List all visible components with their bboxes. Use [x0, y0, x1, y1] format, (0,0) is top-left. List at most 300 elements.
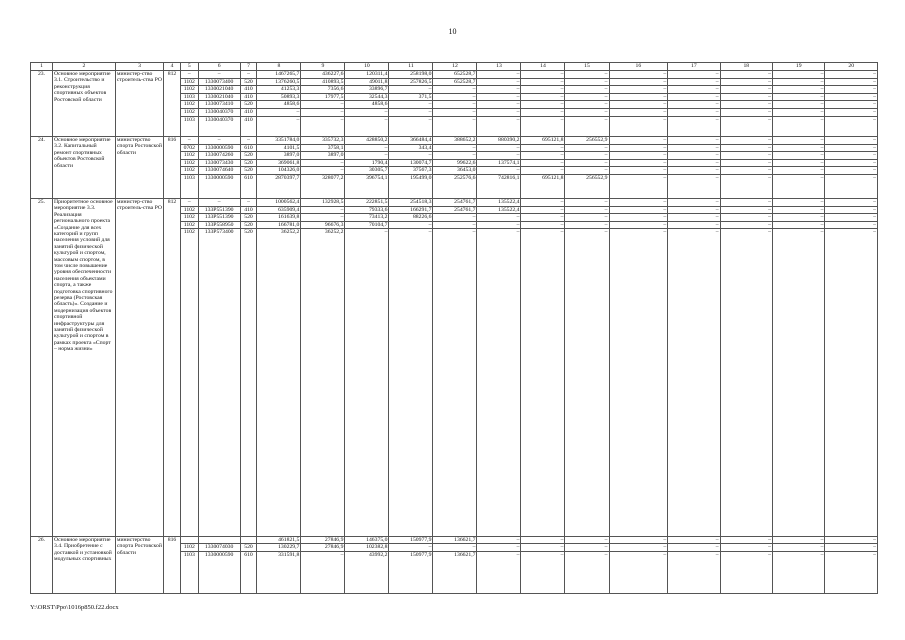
row-number: 26.	[31, 536, 53, 593]
funding-amount: 335732,3	[301, 136, 345, 144]
expense-type-code: 410	[240, 116, 257, 136]
funding-amount: –	[345, 108, 389, 116]
funding-amount: 136621,7	[433, 552, 477, 594]
section-code: 1103	[180, 116, 198, 136]
funding-amount: 369061,8	[257, 159, 301, 167]
funding-amount: –	[565, 152, 609, 160]
funding-amount: –	[720, 206, 772, 214]
funding-amount: –	[720, 116, 772, 136]
funding-amount: –	[433, 214, 477, 222]
expense-type-code: 520	[240, 152, 257, 160]
funding-amount: 328077,2	[301, 174, 345, 198]
funding-amount: –	[521, 198, 565, 206]
funding-amount: 343,4	[389, 144, 433, 152]
section-code: 0702	[180, 144, 198, 152]
funding-amount: –	[720, 214, 772, 222]
table-row	[31, 71, 878, 79]
funding-amount: 331591,8	[257, 552, 301, 594]
funding-amount: –	[825, 229, 878, 537]
section-code: 1102	[180, 167, 198, 175]
funding-amount: 150977,9	[389, 552, 433, 594]
funding-amount: 136621,7	[433, 536, 477, 544]
row-number: 24.	[31, 136, 53, 198]
funding-amount: –	[521, 229, 565, 537]
funding-amount: –	[668, 144, 720, 152]
funding-amount: 256552,9	[565, 174, 609, 198]
column-number: 14	[521, 63, 565, 71]
funding-amount: 70104,7	[345, 221, 389, 229]
funding-amount: 2870397,7	[257, 174, 301, 198]
funding-amount: –	[301, 552, 345, 594]
funding-amount: –	[257, 108, 301, 116]
funding-amount: –	[609, 86, 668, 94]
funding-amount: –	[345, 116, 389, 136]
funding-amount: 150977,9	[389, 536, 433, 544]
funding-amount: –	[521, 159, 565, 167]
funding-amount: 96676,3	[301, 221, 345, 229]
funding-amount: 252576,6	[433, 174, 477, 198]
column-number: 18	[720, 63, 772, 71]
funding-amount: 146375,0	[345, 536, 389, 544]
funding-amount: –	[668, 78, 720, 86]
funding-amount: –	[773, 108, 825, 116]
activity-description: Основное мероприятие 3.1. Строительство и реконструкция спортивных объектов Ростовской области	[53, 71, 116, 137]
funding-amount: –	[720, 221, 772, 229]
funding-amount: –	[521, 536, 565, 544]
funding-amount: 254518,3	[389, 198, 433, 206]
funding-amount: 3897,0	[301, 152, 345, 160]
target-article-code: 1330040370	[198, 108, 240, 116]
column-number: 10	[345, 63, 389, 71]
ministry-code: 812	[164, 71, 181, 137]
responsible-executor: министер-ство строитель-ства РО	[115, 71, 163, 137]
funding-amount: 88226,6	[389, 214, 433, 222]
target-article-code: –	[198, 136, 240, 144]
funding-amount: –	[825, 221, 878, 229]
funding-amount: –	[565, 93, 609, 101]
funding-amount: –	[825, 536, 878, 544]
funding-amount: 30305,7	[345, 167, 389, 175]
column-number: 5	[180, 63, 198, 71]
funding-amount: –	[668, 552, 720, 594]
funding-amount: –	[389, 221, 433, 229]
funding-amount: 132928,5	[301, 198, 345, 206]
funding-amount: –	[565, 544, 609, 552]
funding-amount: –	[668, 86, 720, 94]
funding-amount: –	[565, 552, 609, 594]
expense-type-code: –	[240, 71, 257, 79]
funding-amount: –	[720, 108, 772, 116]
funding-amount: 135522,4	[477, 206, 521, 214]
funding-amount: 79333,6	[345, 206, 389, 214]
funding-amount: 195499,0	[389, 174, 433, 198]
funding-amount: –	[433, 101, 477, 109]
target-article-code: 1330021040	[198, 86, 240, 94]
funding-amount: –	[521, 116, 565, 136]
section-code: 1102	[180, 86, 198, 94]
funding-amount: –	[565, 198, 609, 206]
funding-amount: –	[825, 552, 878, 594]
funding-amount: –	[477, 116, 521, 136]
funding-amount: –	[773, 167, 825, 175]
funding-amount: –	[565, 71, 609, 79]
funding-amount: 742816,1	[477, 174, 521, 198]
funding-amount: 130074,7	[389, 159, 433, 167]
funding-amount: 652528,7	[433, 71, 477, 79]
funding-amount: 43992,2	[345, 552, 389, 594]
expense-type-code: 610	[240, 552, 257, 594]
funding-amount: –	[720, 536, 772, 544]
funding-amount: –	[720, 174, 772, 198]
expense-type-code: 520	[240, 221, 257, 229]
funding-amount: –	[521, 108, 565, 116]
funding-amount: –	[521, 93, 565, 101]
funding-amount: –	[825, 78, 878, 86]
funding-amount: –	[565, 116, 609, 136]
section-code: 1102	[180, 152, 198, 160]
funding-amount: –	[521, 78, 565, 86]
section-code: 1102	[180, 229, 198, 537]
funding-amount: 257826,5	[389, 78, 433, 86]
responsible-executor: министерство спорта Ростовской области	[115, 536, 163, 593]
funding-amount: 635909,4	[257, 206, 301, 214]
section-code: 1102	[180, 214, 198, 222]
target-article-code: 133P573400	[198, 229, 240, 537]
funding-amount: –	[825, 159, 878, 167]
expense-type-code: 520	[240, 229, 257, 537]
funding-amount: 27846,9	[301, 544, 345, 552]
funding-amount: –	[720, 167, 772, 175]
section-code: 1102	[180, 101, 198, 109]
funding-amount: 135522,4	[477, 198, 521, 206]
funding-amount: –	[773, 198, 825, 206]
expense-type-code: 610	[240, 174, 257, 198]
funding-amount: –	[565, 536, 609, 544]
funding-amount: –	[301, 116, 345, 136]
funding-amount: –	[668, 206, 720, 214]
funding-amount: –	[825, 108, 878, 116]
funding-amount: 36453,0	[433, 167, 477, 175]
funding-amount: 50893,3	[257, 93, 301, 101]
funding-amount: –	[773, 229, 825, 537]
funding-amount: –	[345, 229, 389, 537]
funding-amount: –	[521, 552, 565, 594]
funding-amount: –	[773, 71, 825, 79]
funding-amount: –	[825, 167, 878, 175]
activity-description: Основное мероприятие 3.2. Капитальный ремонт спортивных объектов Ростовской области	[53, 136, 116, 198]
funding-amount: –	[609, 174, 668, 198]
funding-amount: –	[720, 93, 772, 101]
funding-amount: 36252,2	[257, 229, 301, 537]
expense-type-code: 410	[240, 206, 257, 214]
funding-amount: –	[433, 152, 477, 160]
funding-amount: 3351784,0	[257, 136, 301, 144]
column-number: 12	[433, 63, 477, 71]
funding-amount: –	[825, 144, 878, 152]
funding-amount: –	[389, 108, 433, 116]
funding-amount: –	[609, 144, 668, 152]
funding-amount: –	[477, 86, 521, 94]
funding-amount: –	[389, 229, 433, 537]
funding-amount: –	[477, 144, 521, 152]
funding-amount: –	[521, 221, 565, 229]
funding-amount: –	[609, 552, 668, 594]
expense-type-code	[240, 536, 257, 544]
funding-amount: –	[609, 198, 668, 206]
funding-amount: –	[609, 229, 668, 537]
funding-amount: 396754,1	[345, 174, 389, 198]
funding-amount: 130229,7	[257, 544, 301, 552]
target-article-code: –	[198, 71, 240, 79]
funding-amount: –	[720, 152, 772, 160]
funding-amount: –	[773, 174, 825, 198]
target-article-code: 1330040370	[198, 116, 240, 136]
funding-amount: –	[521, 544, 565, 552]
funding-amount: –	[477, 152, 521, 160]
column-number-row	[31, 63, 878, 71]
table-row	[31, 536, 878, 544]
funding-amount: –	[668, 536, 720, 544]
funding-amount: –	[825, 86, 878, 94]
funding-amount: 104326,0	[257, 167, 301, 175]
section-code: 1102	[180, 544, 198, 552]
funding-amount: –	[609, 536, 668, 544]
funding-amount: –	[301, 167, 345, 175]
funding-amount: –	[773, 152, 825, 160]
funding-amount: 652528,7	[433, 78, 477, 86]
funding-amount: –	[477, 78, 521, 86]
funding-amount: –	[668, 136, 720, 144]
funding-amount: –	[825, 71, 878, 79]
funding-amount: –	[565, 229, 609, 537]
funding-amount: –	[565, 214, 609, 222]
funding-amount: 880390,2	[477, 136, 521, 144]
target-article-code: 1330073430	[198, 159, 240, 167]
funding-amount: –	[825, 206, 878, 214]
funding-amount: 27846,9	[301, 536, 345, 544]
funding-amount: –	[720, 552, 772, 594]
funding-amount: –	[477, 552, 521, 594]
activity-description: Приоритетное основное мероприятие 3.3. Реализация регионального проекта «Создание для всех категорий и групп населения условий для занятий физической культурой и спортом, массовым спортом, в том числе повышение уровня обеспеченности населения объектами спорта, а также подготовка спортивного резерва (Ростовская область)». Создание и модернизация объектов спортивной инфраструктуры для занятий физической культурой и спортом в рамках проекта «Спорт – норма жизни»	[53, 198, 116, 536]
funding-amount: –	[668, 93, 720, 101]
expense-type-code: 520	[240, 214, 257, 222]
funding-amount: –	[565, 159, 609, 167]
expense-type-code: 520	[240, 101, 257, 109]
funding-amount: –	[609, 214, 668, 222]
funding-amount: –	[668, 101, 720, 109]
funding-amount: 695121,8	[521, 174, 565, 198]
funding-amount: 7356,6	[301, 86, 345, 94]
funding-amount: –	[477, 229, 521, 537]
funding-amount: –	[521, 86, 565, 94]
funding-amount: –	[609, 116, 668, 136]
funding-amount: –	[720, 78, 772, 86]
funding-amount: –	[825, 93, 878, 101]
funding-amount: –	[773, 552, 825, 594]
funding-amount: –	[825, 152, 878, 160]
funding-amount: 254761,7	[433, 206, 477, 214]
target-article-code: 1330000590	[198, 552, 240, 594]
funding-amount: –	[720, 136, 772, 144]
funding-amount: 4101,5	[257, 144, 301, 152]
target-article-code: 1330000590	[198, 144, 240, 152]
funding-amount: 1790,4	[345, 159, 389, 167]
funding-amount: –	[720, 101, 772, 109]
funding-amount: 4858,6	[345, 101, 389, 109]
funding-amount: 1376260,5	[257, 78, 301, 86]
funding-amount: 33896,7	[345, 86, 389, 94]
section-code: 1102	[180, 108, 198, 116]
funding-amount: –	[668, 71, 720, 79]
funding-amount: 388652,2	[433, 136, 477, 144]
funding-amount: –	[301, 108, 345, 116]
funding-amount: –	[609, 93, 668, 101]
funding-amount: –	[668, 108, 720, 116]
funding-amount: –	[773, 78, 825, 86]
funding-amount: –	[477, 214, 521, 222]
funding-amount: –	[609, 159, 668, 167]
funding-amount: –	[389, 86, 433, 94]
funding-amount: –	[433, 144, 477, 152]
funding-amount: –	[825, 214, 878, 222]
funding-amount: 49011,8	[345, 78, 389, 86]
column-number: 15	[565, 63, 609, 71]
expense-type-code: 410	[240, 93, 257, 101]
column-number: 8	[257, 63, 301, 71]
row-number: 23.	[31, 71, 53, 137]
funding-amount: 166291,7	[389, 206, 433, 214]
funding-amount: –	[301, 214, 345, 222]
target-article-code: 1330074030	[198, 544, 240, 552]
funding-amount: 366484,4	[389, 136, 433, 144]
section-code: –	[180, 136, 198, 144]
funding-amount: –	[668, 229, 720, 537]
funding-amount: –	[825, 198, 878, 206]
funding-amount: –	[773, 214, 825, 222]
funding-amount: –	[609, 101, 668, 109]
section-code: 1102	[180, 159, 198, 167]
funding-amount: –	[433, 86, 477, 94]
funding-amount: 37567,3	[389, 167, 433, 175]
column-number: 17	[668, 63, 720, 71]
funding-amount: –	[825, 116, 878, 136]
funding-amount: –	[521, 167, 565, 175]
section-code: –	[180, 198, 198, 206]
funding-amount: –	[477, 108, 521, 116]
funding-amount: –	[565, 221, 609, 229]
target-article-code: 1330021040	[198, 93, 240, 101]
funding-amount: –	[668, 159, 720, 167]
funding-amount: –	[720, 159, 772, 167]
row-number: 25.	[31, 198, 53, 536]
column-number: 7	[240, 63, 257, 71]
funding-amount: –	[389, 116, 433, 136]
funding-amount: –	[609, 167, 668, 175]
funding-amount: –	[825, 174, 878, 198]
target-article-code: 133P558950	[198, 221, 240, 229]
responsible-executor: министер-ство строитель-ства РО	[115, 198, 163, 536]
funding-amount: –	[668, 544, 720, 552]
funding-amount: –	[565, 101, 609, 109]
page-number: 10	[448, 27, 457, 36]
funding-amount: –	[301, 206, 345, 214]
funding-amount: –	[720, 86, 772, 94]
funding-amount: –	[609, 544, 668, 552]
section-code: 1102	[180, 221, 198, 229]
column-number: 3	[115, 63, 163, 71]
funding-amount: –	[720, 229, 772, 537]
target-article-code: 133P551390	[198, 214, 240, 222]
ministry-code: 816	[164, 536, 181, 593]
funding-amount: 41253,3	[257, 86, 301, 94]
funding-amount: 222851,5	[345, 198, 389, 206]
funding-amount: 1000562,4	[257, 198, 301, 206]
funding-amount: –	[773, 93, 825, 101]
funding-amount: –	[773, 206, 825, 214]
funding-amount: –	[668, 174, 720, 198]
expense-type-code: 520	[240, 78, 257, 86]
expense-type-code: 610	[240, 144, 257, 152]
expense-type-code: 520	[240, 544, 257, 552]
expense-type-code: 410	[240, 86, 257, 94]
funding-amount: –	[301, 159, 345, 167]
funding-amount: –	[521, 206, 565, 214]
section-code: –	[180, 71, 198, 79]
funding-amount: –	[565, 78, 609, 86]
funding-amount: –	[668, 116, 720, 136]
funding-amount: 410893,5	[301, 78, 345, 86]
funding-amount: 3758,1	[301, 144, 345, 152]
target-article-code: 133P551390	[198, 206, 240, 214]
ministry-code: 812	[164, 198, 181, 536]
responsible-executor: министерство спорта Ростовской области	[115, 136, 163, 198]
funding-amount: –	[433, 116, 477, 136]
funding-amount: –	[565, 167, 609, 175]
funding-amount: –	[521, 144, 565, 152]
funding-amount: –	[773, 86, 825, 94]
funding-amount: 166781,0	[257, 221, 301, 229]
funding-amount: –	[720, 71, 772, 79]
funding-amount: –	[345, 144, 389, 152]
funding-amount: –	[433, 108, 477, 116]
funding-amount: –	[825, 136, 878, 144]
funding-amount: –	[773, 221, 825, 229]
funding-amount: –	[521, 152, 565, 160]
funding-amount: –	[609, 221, 668, 229]
funding-amount: –	[609, 136, 668, 144]
column-number: 16	[609, 63, 668, 71]
funding-amount: –	[521, 71, 565, 79]
target-article-code: –	[198, 198, 240, 206]
funding-amount: –	[477, 93, 521, 101]
funding-amount: –	[609, 152, 668, 160]
funding-amount: –	[521, 101, 565, 109]
column-number: 6	[198, 63, 240, 71]
funding-amount: 371,5	[389, 93, 433, 101]
funding-amount: –	[433, 229, 477, 537]
target-article-code: 1330074260	[198, 152, 240, 160]
funding-amount: –	[389, 544, 433, 552]
funding-amount: –	[825, 101, 878, 109]
table-row	[31, 136, 878, 144]
funding-amount: –	[345, 152, 389, 160]
table-row	[31, 198, 878, 206]
section-code: 1103	[180, 552, 198, 594]
funding-amount: 256552,9	[565, 136, 609, 144]
funding-amount: –	[609, 206, 668, 214]
target-article-code: 1330074640	[198, 167, 240, 175]
funding-amount: –	[609, 71, 668, 79]
